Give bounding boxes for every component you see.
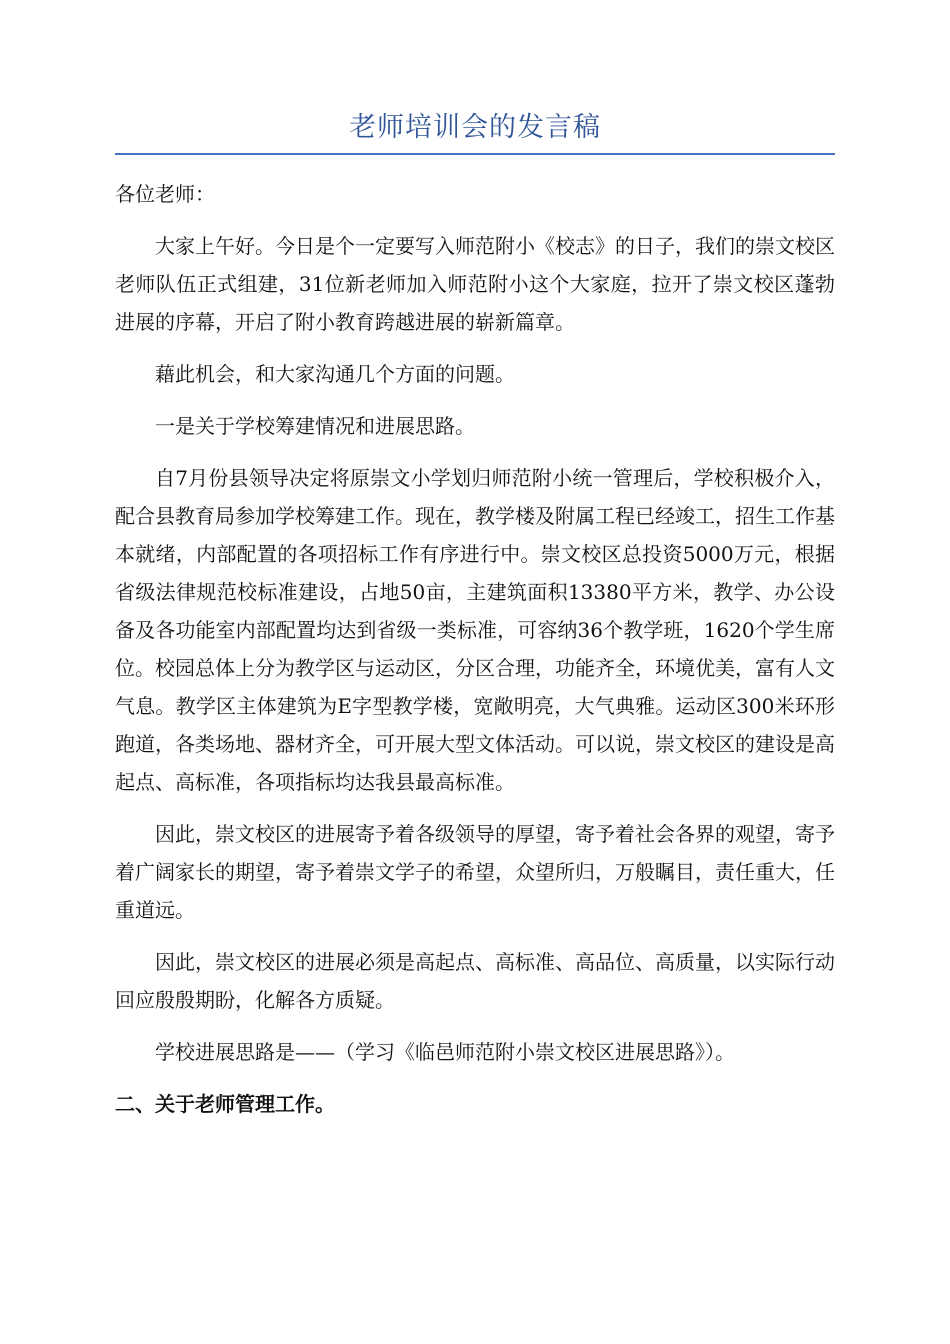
salutation: 各位老师：: [115, 182, 215, 206]
document-body: [115, 175, 835, 1137]
section-heading-teacher-management: 二、关于老师管理工作。: [115, 1092, 335, 1116]
paragraph-greeting: 大家上午好。今日是个一定要写入师范附小《校志》的日子，我们的崇文校区老师队伍正式组建，31位新老师加入师范附小这个大家庭，拉开了崇文校区蓬勃进展的序幕，开启了附小教育跨越进展的崭新篇章。: [115, 234, 835, 334]
paragraph-opportunity: 藉此机会，和大家沟通几个方面的问题。: [155, 362, 515, 386]
document-title: 老师培训会的发言稿: [349, 112, 601, 143]
paragraph-expectations: 因此，崇文校区的进展寄予着各级领导的厚望，寄予着社会各界的观望，寄予着广阔家长的期望，寄予着崇文学子的希望，众望所归，万般瞩目，责任重大，任重道远。: [115, 822, 835, 922]
paragraph-topic-one: 一是关于学校筹建情况和进展思路。: [155, 414, 475, 438]
paragraph-development-idea: 学校进展思路是——（学习《临邑师范附小崇文校区进展思路》）。: [155, 1040, 735, 1064]
title-underline: [115, 153, 835, 155]
paragraph-construction: 自7月份县领导决定将原崇文小学划归师范附小统一管理后，学校积极介入，配合县教育局参加学校筹建工作。现在，教学楼及附属工程已经竣工，招生工作基本就绪，内部配置的各项招标工作有序进行中。崇文校区总投资5000万元，根据省级法律规范校标准建设，占地50亩，主建筑面积13380平方米，教学、办公设备及各功能室内部配置均达到省级一类标准，可容纳36个教学班，1620个学生席位。校园总体上分为教学区与运动区，分区合理，功能齐全，环境优美，富有人文气息。教学区主体建筑为E字型教学楼，宽敞明亮，大气典雅。运动区300米环形跑道，各类场地、器材齐全，可开展大型文体活动。可以说，崇文校区的建设是高起点、高标准，各项指标均达我县最高标准。: [115, 466, 835, 794]
paragraph-standards: 因此，崇文校区的进展必须是高起点、高标准、高品位、高质量，以实际行动回应殷殷期盼，化解各方质疑。: [115, 950, 835, 1012]
